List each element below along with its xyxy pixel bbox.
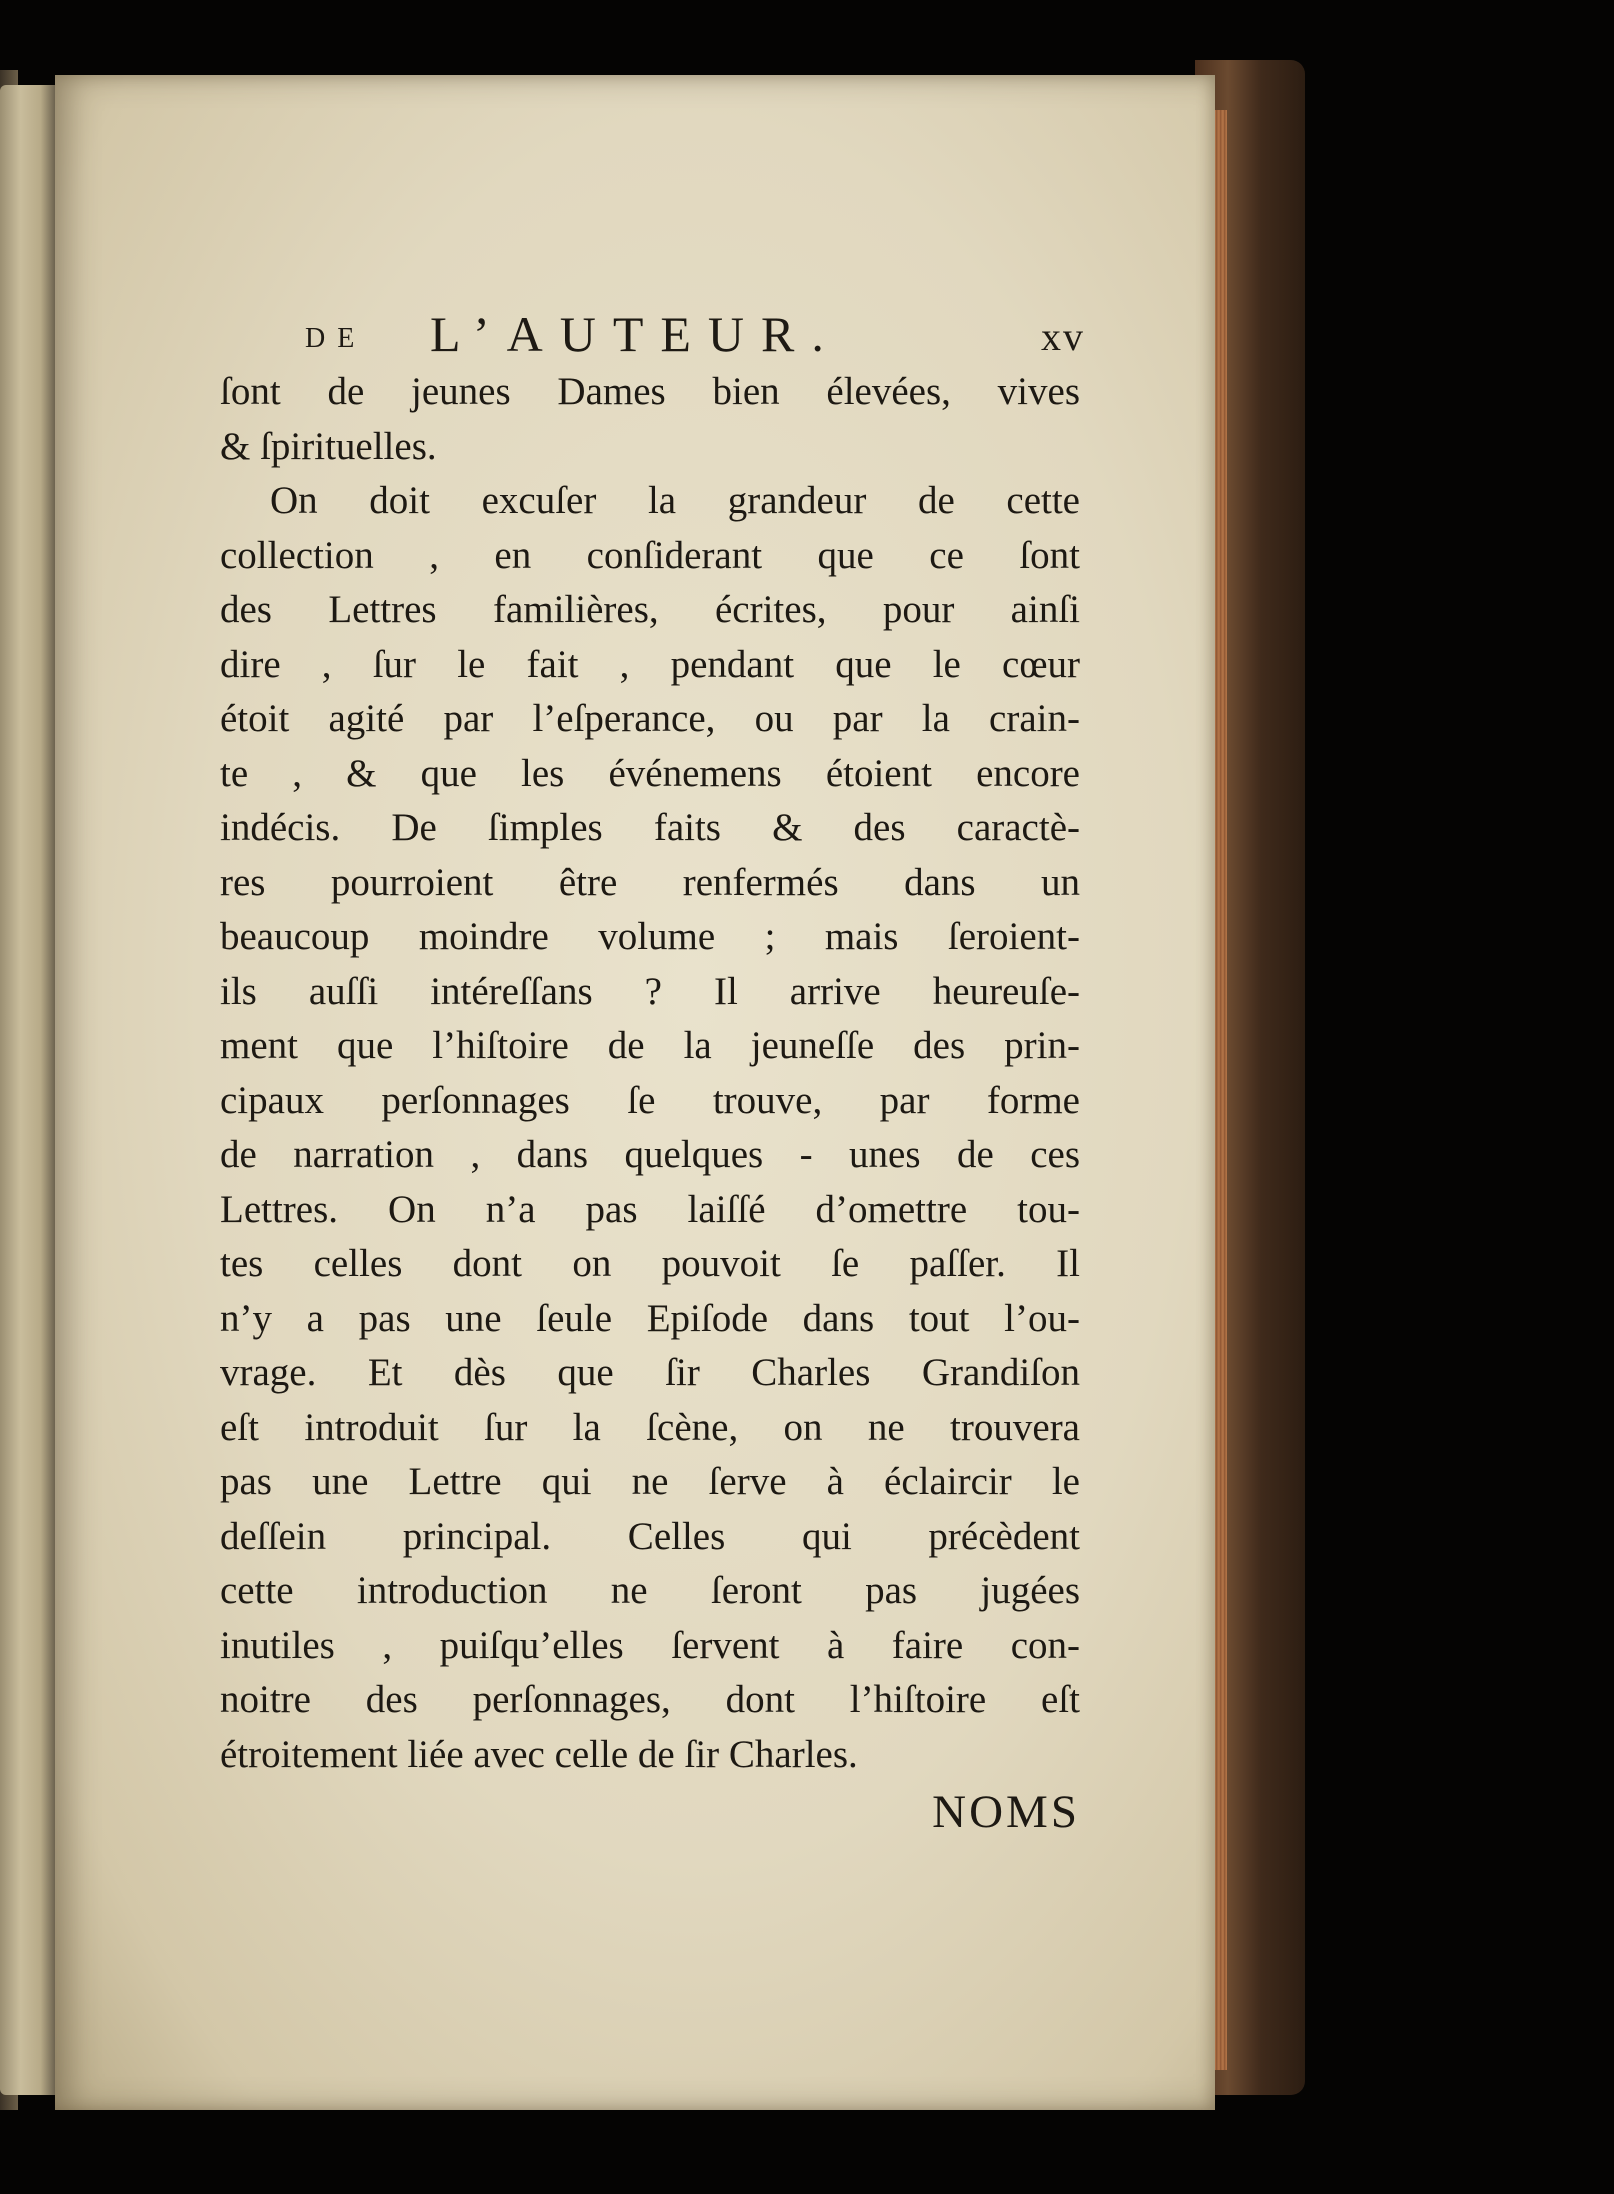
text-line: eſt introduit ſur la ſcène, on ne trouvera — [220, 1405, 1080, 1449]
text-line: vrage. Et dès que ſir Charles Grandiſon — [220, 1351, 1080, 1394]
previous-page-edge — [0, 85, 58, 2095]
text-line: n’y a pas une ſeule Epiſode dans tout l’ou- — [220, 1296, 1080, 1340]
catchword: NOMS — [932, 1786, 1080, 1838]
text-line: indécis. De ſimples faits & des caractè- — [220, 806, 1080, 849]
text-line: ment que l’hiſtoire de la jeuneſſe des prin- — [220, 1024, 1080, 1067]
text-line: cette introduction ne ſeront pas jugées — [220, 1569, 1080, 1612]
text-line: & ſpirituelles. — [220, 424, 437, 468]
text-line: beaucoup moindre volume ; mais ſeroient- — [220, 915, 1080, 958]
text-line: On doit excuſer la grandeur de cette — [270, 479, 1080, 522]
body-text — [220, 365, 1080, 1782]
text-line: ſont de jeunes Dames bien élevées, vives — [220, 370, 1080, 413]
text-line: dire , ſur le fait , pendant que le cœur — [220, 642, 1080, 686]
running-head-prefix: DE — [305, 323, 367, 354]
text-line: te , & que les événemens étoient encore — [220, 751, 1080, 795]
text-line: Lettres. On n’a pas laiſſé d’omettre tou- — [220, 1187, 1080, 1231]
running-head — [305, 305, 1085, 365]
page-number: xv — [1041, 314, 1085, 359]
text-line: inutiles , puiſqu’elles ſervent à faire con- — [220, 1623, 1080, 1667]
running-head-title: L’AUTEUR. — [430, 306, 841, 362]
text-line: étoit agité par l’eſperance, ou par la crain- — [220, 697, 1080, 740]
text-line: de narration , dans quelques - unes de ces — [220, 1133, 1080, 1176]
text-line: des Lettres familières, écrites, pour ainſi — [220, 588, 1080, 631]
text-line: deſſein principal. Celles qui précèdent — [220, 1514, 1080, 1558]
text-line: tes celles dont on pouvoit ſe paſſer. Il — [220, 1242, 1080, 1285]
text-line: res pourroient être renfermés dans un — [220, 860, 1080, 904]
text-line: noitre des perſonnages, dont l’hiſtoire eſt — [220, 1678, 1080, 1721]
text-line: cipaux perſonnages ſe trouve, par forme — [220, 1078, 1080, 1122]
text-line: collection , en conſiderant que ce ſont — [220, 533, 1080, 577]
text-line: ils auſſi intéreſſans ? Il arrive heureuſe- — [220, 969, 1080, 1013]
text-line: étroitement liée avec celle de ſir Charles. — [220, 1732, 858, 1776]
text-line: pas une Lettre qui ne ſerve à éclaircir le — [220, 1460, 1080, 1503]
book-page — [55, 75, 1215, 2110]
